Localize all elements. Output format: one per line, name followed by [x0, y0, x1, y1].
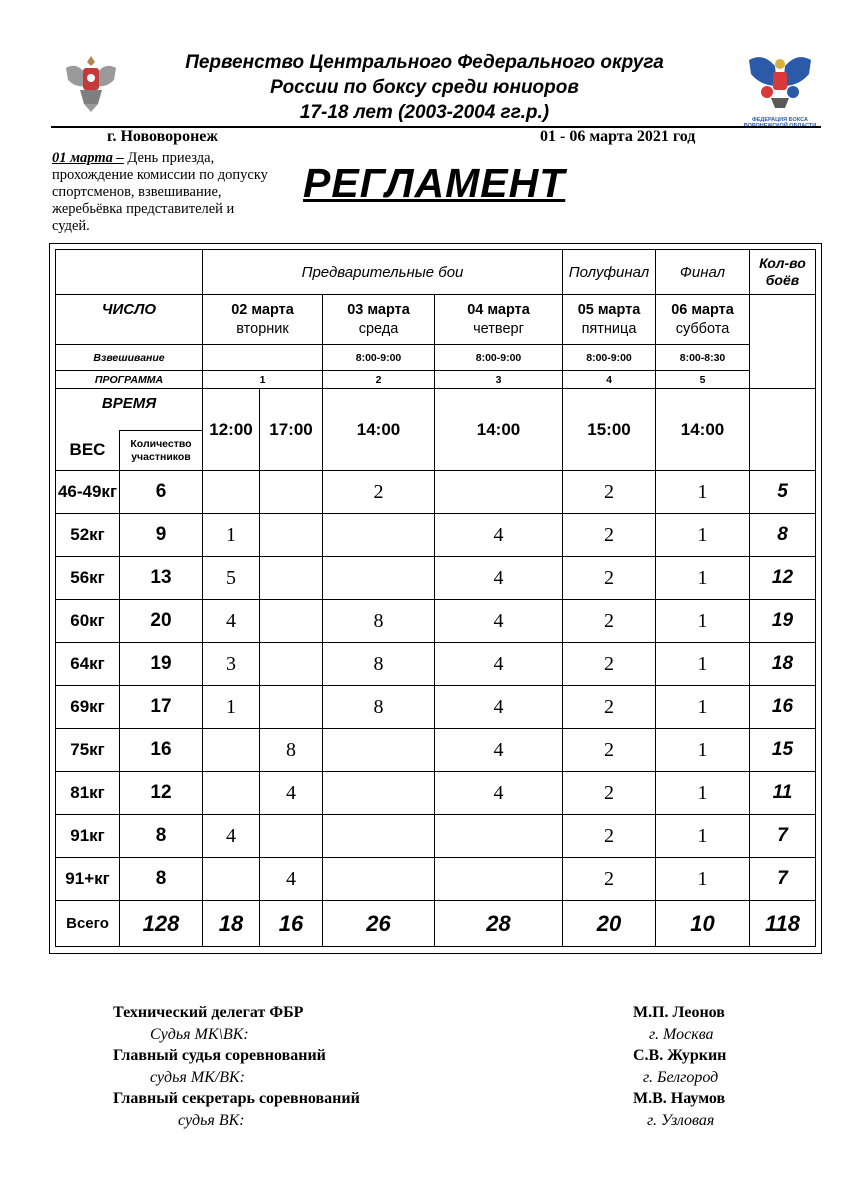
totals-v4: 28 — [435, 901, 563, 947]
row-total: 7 — [750, 815, 816, 858]
bout-count: 4 — [435, 557, 563, 600]
bout-count — [260, 815, 323, 858]
sig-name-2: С.В. Журкин — [633, 1047, 727, 1064]
row-total: 15 — [750, 729, 816, 772]
sig-city-1: г. Москва — [649, 1026, 714, 1043]
day-4-date: 05 марта — [577, 301, 641, 318]
participant-count: 8 — [120, 815, 203, 858]
time-3: 14:00 — [323, 389, 435, 471]
city: г. Нововоронеж — [107, 128, 218, 145]
weighin-5: 8:00-8:30 — [656, 345, 750, 371]
bout-count: 1 — [656, 729, 750, 772]
sig-category-3: судья ВК: — [178, 1112, 245, 1129]
bout-count — [260, 471, 323, 514]
weight-class: 52кг — [56, 514, 120, 557]
program-3: 3 — [435, 371, 563, 389]
bout-count: 2 — [563, 686, 656, 729]
label-weighin: Взвешивание — [56, 345, 203, 371]
weight-class: 81кг — [56, 772, 120, 815]
bout-count — [203, 772, 260, 815]
label-time: ВРЕМЯ — [56, 389, 203, 431]
totals-v2: 16 — [260, 901, 323, 947]
day-3-date: 04 марта — [467, 301, 530, 318]
bout-count: 8 — [323, 600, 435, 643]
weighin-4: 8:00-9:00 — [563, 345, 656, 371]
bout-count — [435, 815, 563, 858]
weighin-2: 8:00-9:00 — [323, 345, 435, 371]
arrival-text: День приезда, прохождение комиссии по допуску спортсменов, взвешивание, жеребьёвка представителей и судей. — [52, 150, 268, 234]
bout-count: 4 — [435, 686, 563, 729]
table-row — [56, 643, 816, 686]
header-line-1: Первенство Центрального Федерального округа — [185, 52, 664, 73]
header-line-2: России по боксу среди юниоров — [270, 77, 579, 98]
bout-count — [260, 643, 323, 686]
time-1: 12:00 — [203, 389, 260, 471]
participant-count: 6 — [120, 471, 203, 514]
row-total: 16 — [750, 686, 816, 729]
bout-count: 3 — [203, 643, 260, 686]
bout-count: 2 — [563, 471, 656, 514]
totals-total: 118 — [750, 901, 816, 947]
program-2: 2 — [323, 371, 435, 389]
bout-count: 4 — [435, 772, 563, 815]
time-4: 14:00 — [435, 389, 563, 471]
bout-count — [203, 729, 260, 772]
bout-count: 1 — [656, 557, 750, 600]
sig-role-2: Главный судья соревнований — [113, 1047, 326, 1064]
day-2 — [323, 295, 435, 345]
day-2-date: 03 марта — [347, 301, 410, 318]
totals-v5: 20 — [563, 901, 656, 947]
bout-count — [203, 471, 260, 514]
bout-count: 8 — [260, 729, 323, 772]
weight-class: 46-49кг — [56, 471, 120, 514]
totals-v1: 18 — [203, 901, 260, 947]
participant-count: 12 — [120, 772, 203, 815]
sig-city-3: г. Узловая — [647, 1112, 715, 1129]
document-title: РЕГЛАМЕНТ — [303, 160, 566, 206]
bout-count: 2 — [563, 772, 656, 815]
row-total: 12 — [750, 557, 816, 600]
weight-class: 60кг — [56, 600, 120, 643]
bout-count: 1 — [656, 772, 750, 815]
bout-count: 2 — [563, 729, 656, 772]
row-total: 19 — [750, 600, 816, 643]
bout-count — [435, 471, 563, 514]
weight-class: 69кг — [56, 686, 120, 729]
sig-category-1: Судья МК\ВК: — [150, 1026, 249, 1043]
table-row — [56, 471, 816, 514]
bout-count — [323, 858, 435, 901]
logo-caption: ФЕДЕРАЦИЯ БОКСА — [752, 117, 808, 123]
weight-class: 56кг — [56, 557, 120, 600]
bout-count: 8 — [323, 686, 435, 729]
row-total: 11 — [750, 772, 816, 815]
bout-count: 4 — [260, 772, 323, 815]
day-1-date: 02 марта — [231, 301, 294, 318]
time-6: 14:00 — [656, 389, 750, 471]
sig-city-2: г. Белгород — [643, 1069, 719, 1086]
bout-count: 4 — [260, 858, 323, 901]
bout-count: 8 — [323, 643, 435, 686]
row-total: 7 — [750, 858, 816, 901]
day-5-date: 06 марта — [671, 301, 734, 318]
arrival-date: 01 марта – — [52, 150, 124, 166]
label-weight: ВЕС — [56, 431, 120, 471]
bout-count: 2 — [563, 600, 656, 643]
weighin-1 — [203, 345, 323, 371]
weight-class: 75кг — [56, 729, 120, 772]
weight-class: 64кг — [56, 643, 120, 686]
sig-name-1: М.П. Леонов — [633, 1004, 725, 1021]
time-5: 15:00 — [563, 389, 656, 471]
arrival-note — [52, 150, 272, 235]
label-program: ПРОГРАММА — [56, 371, 203, 389]
stage-semi: Полуфинал — [563, 250, 656, 295]
sig-role-3: Главный секретарь соревнований — [113, 1090, 360, 1107]
bout-count — [260, 600, 323, 643]
time-2: 17:00 — [260, 389, 323, 471]
table-row — [56, 858, 816, 901]
participant-count: 13 — [120, 557, 203, 600]
table-row — [56, 514, 816, 557]
bout-count: 1 — [656, 471, 750, 514]
corner-cell — [56, 250, 203, 295]
weight-class: 91+кг — [56, 858, 120, 901]
table-row — [56, 686, 816, 729]
table-row — [56, 600, 816, 643]
weight-class: 91кг — [56, 815, 120, 858]
label-date: ЧИСЛО — [56, 295, 203, 345]
day-4-weekday: пятница — [581, 320, 637, 337]
bout-count: 4 — [435, 729, 563, 772]
row-total: 8 — [750, 514, 816, 557]
bout-count: 2 — [563, 815, 656, 858]
table-row — [56, 557, 816, 600]
sig-role-1: Технический делегат ФБР — [113, 1004, 304, 1021]
bout-count: 1 — [656, 686, 750, 729]
bout-count — [323, 815, 435, 858]
schedule-table — [55, 249, 816, 947]
participant-count: 20 — [120, 600, 203, 643]
totals-v3: 26 — [323, 901, 435, 947]
bout-count: 1 — [203, 686, 260, 729]
bout-count — [203, 858, 260, 901]
row-total: 18 — [750, 643, 816, 686]
weighin-3: 8:00-9:00 — [435, 345, 563, 371]
table-row — [56, 815, 816, 858]
day-1 — [203, 295, 323, 345]
bout-count: 2 — [563, 858, 656, 901]
bout-count: 4 — [435, 514, 563, 557]
day-5-weekday: суббота — [675, 320, 730, 337]
program-4: 4 — [563, 371, 656, 389]
bout-count — [323, 514, 435, 557]
bout-count: 5 — [203, 557, 260, 600]
bout-count: 1 — [656, 858, 750, 901]
event-dates: 01 - 06 марта 2021 год — [540, 128, 696, 145]
bout-count — [260, 686, 323, 729]
row-total: 5 — [750, 471, 816, 514]
participant-count: 17 — [120, 686, 203, 729]
totals-v6: 10 — [656, 901, 750, 947]
bout-count — [260, 514, 323, 557]
table-row — [56, 729, 816, 772]
bout-count: 1 — [656, 514, 750, 557]
day-3 — [435, 295, 563, 345]
bout-count: 2 — [323, 471, 435, 514]
time-blank — [750, 389, 816, 471]
bout-count: 4 — [203, 815, 260, 858]
bouts-header: Кол-во боёв — [750, 250, 816, 295]
totals-label: Всего — [56, 901, 120, 947]
bout-count: 4 — [435, 643, 563, 686]
day-5 — [656, 295, 750, 345]
bout-count — [260, 557, 323, 600]
bout-count — [435, 858, 563, 901]
participant-count: 16 — [120, 729, 203, 772]
program-5: 5 — [656, 371, 750, 389]
bout-count — [323, 557, 435, 600]
stage-prelim: Предварительные бои — [203, 250, 563, 295]
participant-count: 19 — [120, 643, 203, 686]
participant-count: 9 — [120, 514, 203, 557]
bout-count: 2 — [563, 514, 656, 557]
stage-final: Финал — [656, 250, 750, 295]
program-1: 1 — [203, 371, 323, 389]
day-3-weekday: четверг — [473, 320, 524, 337]
bout-count — [323, 729, 435, 772]
table-row — [56, 772, 816, 815]
sig-category-2: судья МК/ВК: — [150, 1069, 245, 1086]
bout-count: 1 — [656, 600, 750, 643]
header-line-3: 17-18 лет (2003-2004 гг.р.) — [299, 102, 550, 123]
bout-count: 2 — [563, 643, 656, 686]
bout-count: 1 — [656, 815, 750, 858]
day-2-weekday: среда — [358, 320, 399, 337]
bout-count: 1 — [656, 643, 750, 686]
totals-count: 128 — [120, 901, 203, 947]
bout-count — [323, 772, 435, 815]
bout-count: 4 — [203, 600, 260, 643]
sig-name-3: М.В. Наумов — [633, 1090, 726, 1107]
day-4 — [563, 295, 656, 345]
bout-count: 1 — [203, 514, 260, 557]
bout-count: 2 — [563, 557, 656, 600]
bouts-blank — [750, 295, 816, 389]
label-count: Количество участников — [120, 431, 203, 471]
bout-count: 4 — [435, 600, 563, 643]
participant-count: 8 — [120, 858, 203, 901]
day-1-weekday: вторник — [236, 320, 289, 337]
